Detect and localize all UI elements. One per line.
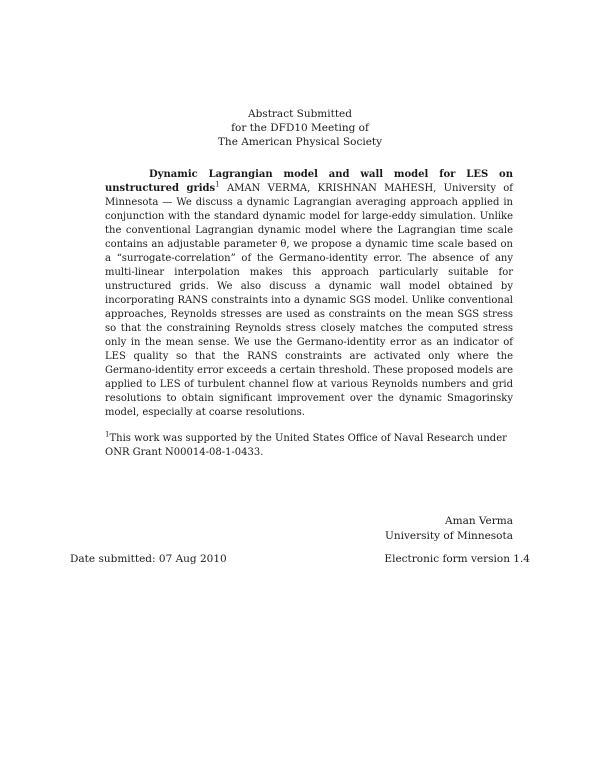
author-signature-block	[385, 514, 513, 544]
footnote-text: This work was supported by the United States Office of Naval Research under ONR Grant N00014-08-1-0433.	[105, 433, 507, 458]
title-footnote-marker: 1	[215, 180, 220, 189]
abstract-paragraph	[105, 168, 513, 420]
signature-name: Aman Verma	[445, 515, 513, 527]
abstract-body: We discuss a dynamic Lagrangian averaging approach applied in conjunction with the standard dynamic model for large-eddy simulation. Unlike the conventional Lagrangian dynamic model where the Lagrangian time scale contains an adjustable parameter θ, we propose a dynamic time scale based on a “surrogate-correlation” of the Germano-identity error. The absence of any multi-linear interpolation makes this approach particularly suitable for unstructured grids. We also discuss a dynamic wall model obtained by incorporating RANS constraints into a dynamic SGS model. Unlike conventional approaches, Reynolds stresses are used as constraints on the mean SGS stress so that the constraining Reynolds stress closely matches the computed stress only in the mean sense. We use the Germano-identity error as an indicator of LES quality so that the RANS constraints are activated only where the Germano-identity error exceeds a certain threshold. These proposed models are applied to LES of turbulent channel flow at various Reynolds numbers and grid resolutions to obtain significant improvement over the dynamic Smagorinsky model, especially at coarse resolutions.	[105, 197, 513, 418]
funding-footnote	[105, 432, 513, 460]
abstract-title: Dynamic Lagrangian model and wall model for LES on unstructured grids	[105, 169, 513, 194]
header-line-abstract-submitted: Abstract Submitted	[248, 108, 352, 120]
header-line-meeting: for the DFD10 Meeting of	[231, 122, 369, 134]
date-submitted: Date submitted: 07 Aug 2010	[70, 553, 227, 565]
footnote-marker: 1	[105, 430, 110, 439]
header-line-society: The American Physical Society	[217, 136, 383, 148]
submission-header	[0, 107, 600, 149]
form-version: Electronic form version 1.4	[384, 553, 530, 565]
abstract-authors: AMAN VERMA, KRISHNAN MAHESH, University of Minnesota —	[105, 183, 514, 208]
signature-affiliation: University of Minnesota	[385, 530, 513, 542]
